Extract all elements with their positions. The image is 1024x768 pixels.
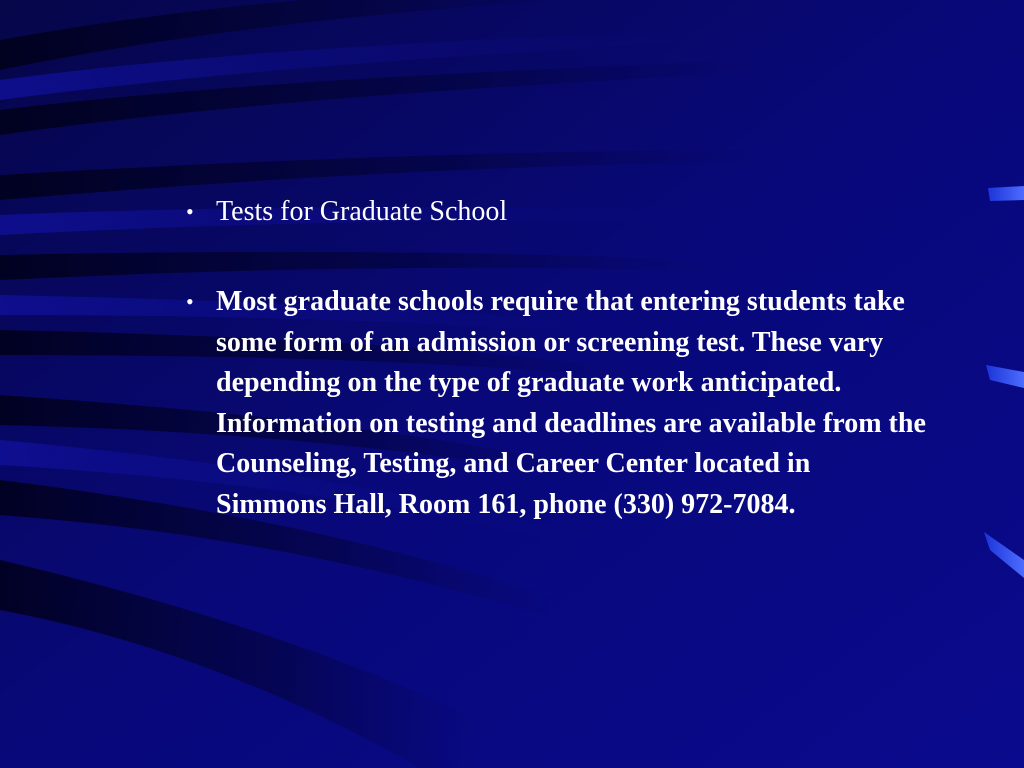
bullet-item [186, 192, 926, 232]
bullet-marker: • [186, 199, 194, 224]
bullet-title-text: Tests for Graduate School [216, 196, 508, 227]
bullet-item [186, 282, 926, 525]
bullet-marker: • [186, 289, 194, 314]
bullet-body-text: Most graduate schools require that entering students take some form of an admission or screening test. These vary depending on the type of graduate work anticipated. Information on testing and deadlines are available from the Counseling, Testing, and Career Center located in Simmons Hall, Room 161, phone (330) 972-7084. [216, 286, 926, 520]
slide-content [186, 192, 926, 525]
